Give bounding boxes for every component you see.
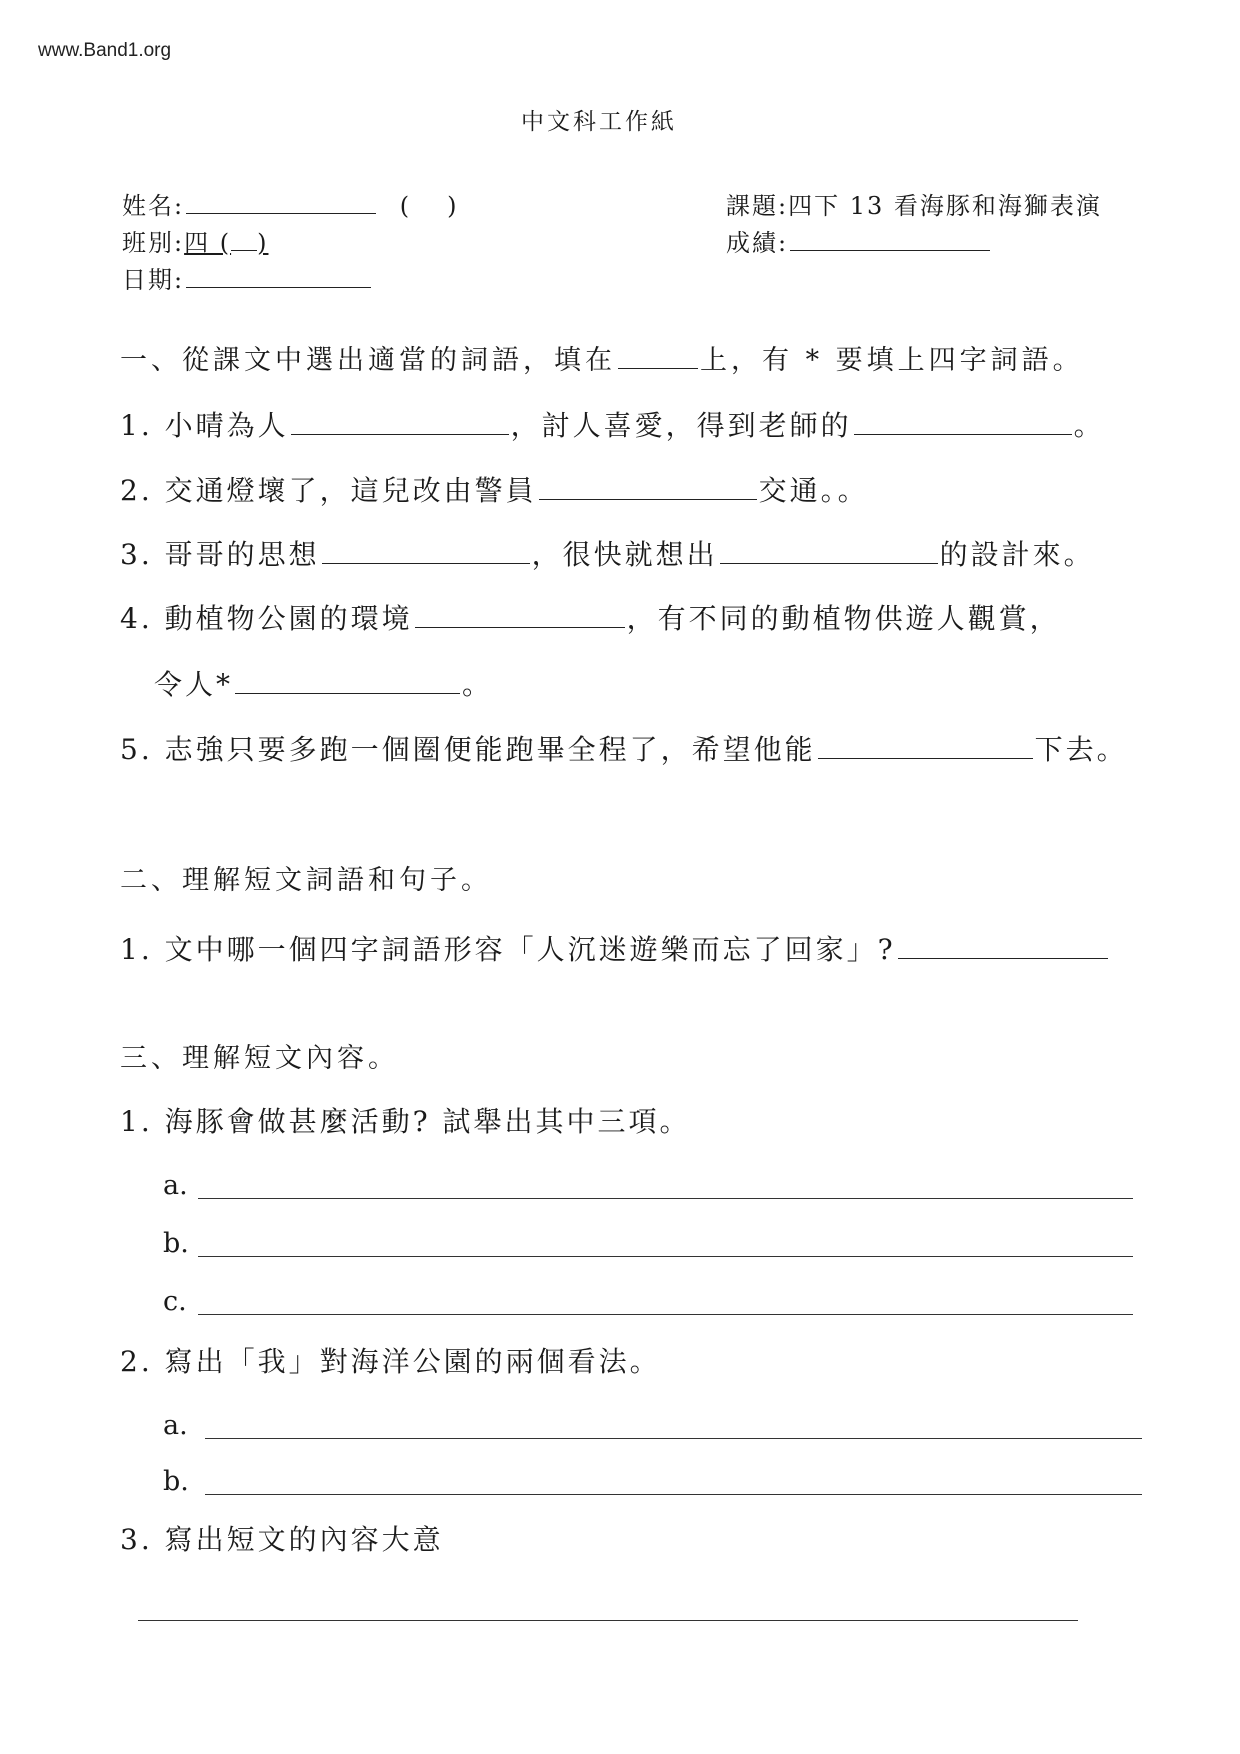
class-blank[interactable] [231, 228, 257, 251]
topic-value: 四下 13 看海豚和海獅表演 [788, 192, 1102, 220]
heading-blank-sample [618, 344, 698, 369]
class-number-open: ( [399, 192, 412, 220]
q3-2-answer-line-b[interactable] [205, 1494, 1142, 1495]
class-field [122, 223, 268, 258]
q1-4-text-d: 。 [462, 668, 494, 701]
name-field [122, 186, 458, 221]
q3-1-answer-line-a[interactable] [198, 1198, 1133, 1199]
site-url: www.Band1.org [38, 40, 172, 61]
q3-1-answer-line-c[interactable] [198, 1314, 1133, 1315]
q1-4-blank-1[interactable] [415, 603, 625, 628]
q3-2-label-b: b. [163, 1466, 189, 1497]
section1-heading [120, 338, 1084, 377]
q1-3-blank-1[interactable] [322, 539, 530, 564]
question-3-3: 3. 寫出短文的內容大意 [120, 1523, 444, 1556]
score-blank[interactable] [790, 226, 990, 251]
topic-field [726, 186, 1102, 221]
question-3-2: 2. 寫出「我」對海洋公園的兩個看法。 [120, 1345, 661, 1378]
question-1-4-cont [154, 663, 493, 703]
question-1-4 [120, 597, 1061, 637]
section3-heading: 三、理解短文內容。 [120, 1043, 399, 1074]
class-value: 四 ( [184, 229, 232, 257]
section1-heading-text: 一、從課文中選出適當的詞語，填在 [120, 345, 616, 376]
date-blank[interactable] [186, 263, 371, 288]
q1-4-text-a: 4. 動植物公園的環境 [120, 602, 413, 635]
q3-3-answer-line[interactable] [138, 1620, 1078, 1621]
q3-1-label-b: b. [163, 1228, 189, 1259]
q1-5-text-a: 5. 志強只要多跑一個圈便能跑畢全程了，希望他能 [120, 733, 816, 766]
q1-4-text-c: 令人* [154, 668, 234, 701]
q1-3-blank-2[interactable] [720, 539, 938, 564]
class-number-close: ) [447, 192, 459, 220]
class-label: 班別: [122, 229, 185, 257]
q3-1-answer-line-b[interactable] [198, 1256, 1133, 1257]
q3-2-answer-line-a[interactable] [205, 1438, 1142, 1439]
q1-4-text-b: ，有不同的動植物供遊人觀賞， [626, 602, 1061, 635]
section1-heading-text-2: 上，有 * 要填上四字詞語。 [700, 345, 1084, 376]
q1-5-text-b: 下去。 [1034, 733, 1128, 766]
section2-heading: 二、理解短文詞語和句子。 [120, 865, 492, 896]
date-label: 日期: [122, 266, 185, 294]
name-label: 姓名: [122, 192, 185, 220]
q1-3-text-b: ，很快就想出 [531, 538, 718, 571]
q3-1-label-c: c. [163, 1286, 187, 1317]
q1-1-blank-2[interactable] [854, 410, 1072, 435]
score-field [726, 223, 992, 258]
question-1-5 [120, 728, 1128, 768]
class-close: ) [257, 229, 269, 257]
q2-1-text: 1. 文中哪一個四字詞語形容「人沉迷遊樂而忘了回家」? [120, 933, 896, 966]
name-blank[interactable] [186, 189, 376, 214]
q1-3-text-a: 3. 哥哥的思想 [120, 538, 320, 571]
q1-1-text-b: ，討人喜愛，得到老師的 [510, 409, 852, 442]
q1-3-text-c: 的設計來。 [939, 538, 1095, 571]
question-1-1 [120, 404, 1105, 444]
topic-label: 課題: [726, 192, 789, 220]
q2-1-blank[interactable] [898, 934, 1108, 959]
q3-2-label-a: a. [163, 1410, 188, 1441]
q1-2-text-b: 交通。。 [758, 474, 869, 507]
q1-2-text-a: 2. 交通燈壞了，這兒改由警員 [120, 474, 537, 507]
question-1-3 [120, 533, 1095, 573]
question-2-1 [120, 928, 1110, 968]
question-1-2 [120, 469, 869, 509]
q1-1-text-a: 1. 小晴為人 [120, 409, 289, 442]
date-field [122, 260, 373, 295]
worksheet-title: 中文科工作紙 [521, 109, 677, 135]
q1-4-blank-2[interactable] [235, 669, 460, 694]
q1-1-blank-1[interactable] [291, 410, 509, 435]
q1-2-blank[interactable] [539, 475, 757, 500]
q3-1-label-a: a. [163, 1170, 188, 1201]
question-3-1: 1. 海豚會做甚麼活動? 試舉出其中三項。 [120, 1105, 691, 1138]
q1-5-blank[interactable] [818, 734, 1033, 759]
q1-1-text-c: 。 [1073, 409, 1105, 442]
score-label: 成績: [726, 229, 789, 257]
